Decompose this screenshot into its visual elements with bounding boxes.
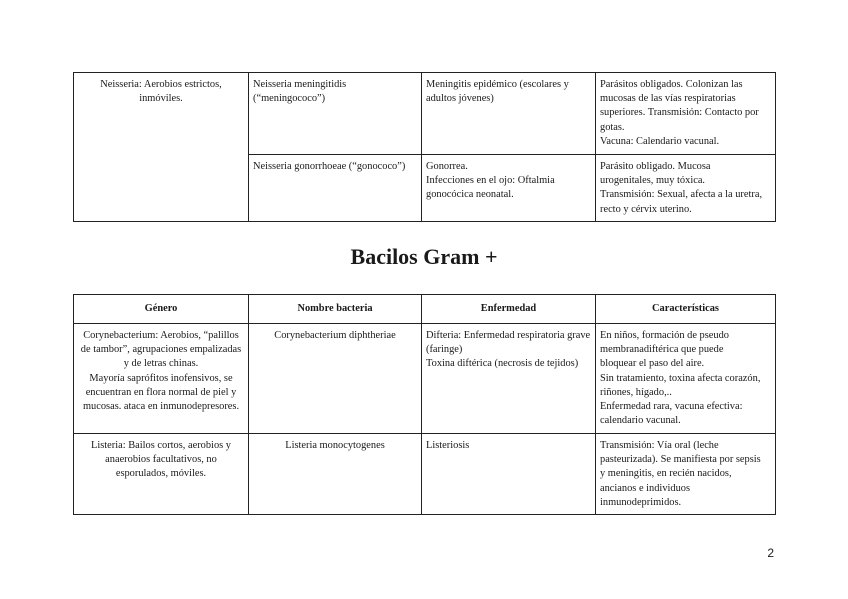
bacteria-cell: Neisseria gonorrhoeae (“gonococo”) — [249, 155, 422, 222]
page-number: 2 — [767, 546, 774, 560]
genus-cell: Listeria: Bailos cortos, aerobios y anaerobios facultativos, no esporulados, móviles. — [74, 434, 249, 515]
column-header-enfermedad: Enfermedad — [422, 295, 596, 324]
characteristics-cell: Parásitos obligados. Colonizan las mucosas de las vías respiratorias superiores. Transmisión: Contacto por gotas. Vacuna: Calendario vacunal. — [596, 73, 776, 155]
bacteria-cell: Neisseria meningitidis (“meningococo”) — [249, 73, 422, 155]
neisseria-table — [73, 72, 776, 222]
bacteria-cell: Corynebacterium diphtheriae — [249, 324, 422, 434]
section-title: Bacilos Gram + — [350, 244, 498, 269]
characteristics-cell: En niños, formación de pseudo membranadiftérica que puede bloquear el paso del aire. Sin tratamiento, toxina afecta corazón, riñones, hígado,.. Enfermedad rara, vacuna efectiva: calendario vacunal. — [596, 324, 776, 434]
bacteria-cell: Listeria monocytogenes — [249, 434, 422, 515]
column-header-nombre-bacteria: Nombre bacteria — [249, 295, 422, 324]
table-row — [74, 434, 776, 515]
column-header-caracteristicas: Características — [596, 295, 776, 324]
disease-cell: Difteria: Enfermedad respiratoria grave (faringe) Toxina diftérica (necrosis de tejidos) — [422, 324, 596, 434]
disease-cell: Meningitis epidémico (escolares y adultos jóvenes) — [422, 73, 596, 155]
characteristics-cell: Parásito obligado. Mucosa urogenitales, muy tóxica. Transmisión: Sexual, afecta a la uretra, recto y cérvix uterino. — [596, 155, 776, 222]
bacilos-gram-positive-table — [73, 294, 776, 515]
genus-cell: Neisseria: Aerobios estrictos, inmóviles. — [74, 73, 249, 222]
characteristics-cell: Transmisión: Vía oral (leche pasteurizada). Se manifiesta por sepsis y meningitis, en recién nacidos, ancianos e individuos inmunodeprimidos. — [596, 434, 776, 515]
disease-cell: Gonorrea. Infecciones en el ojo: Oftalmia gonocócica neonatal. — [422, 155, 596, 222]
disease-cell: Listeriosis — [422, 434, 596, 515]
table-row — [74, 324, 776, 434]
genus-cell: Corynebacterium: Aerobios, “palillos de tambor”, agrupaciones empalizadas y de letras chinas. Mayoría saprófitos inofensivos, se encuentran en flora normal de piel y mucosas. ataca en inmunodepresores. — [74, 324, 249, 434]
table-header-row — [74, 295, 776, 324]
table-row — [74, 73, 776, 155]
column-header-genero: Género — [74, 295, 249, 324]
